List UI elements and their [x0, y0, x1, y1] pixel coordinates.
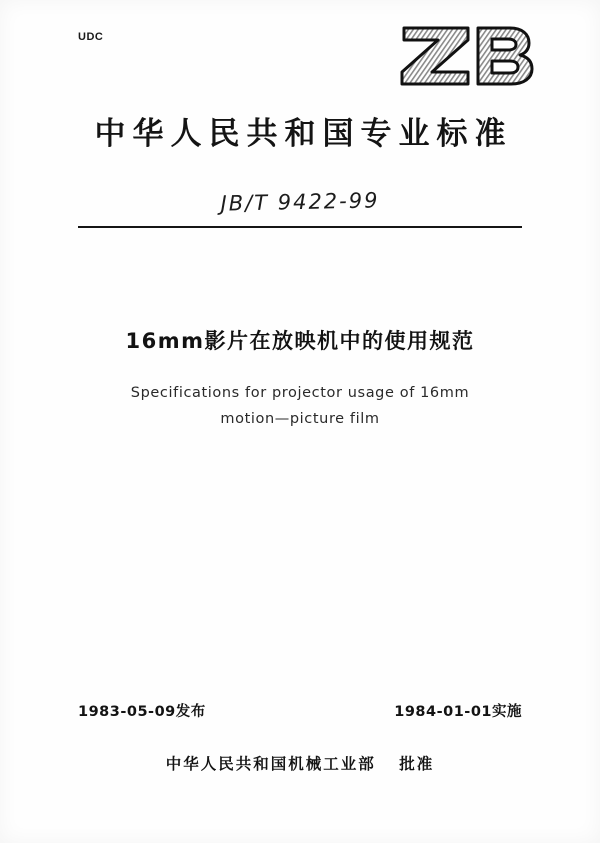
issuing-authority [0, 752, 600, 774]
page-title: 16mm影片在放映机中的使用规范 [125, 329, 475, 353]
effective-date: 1984-01-01实施 [394, 704, 522, 720]
english-title [0, 380, 600, 432]
zb-logo [398, 22, 538, 90]
date-row [78, 700, 522, 721]
udc-label: UDC [78, 31, 104, 43]
standard-number: JB/T 9422-99 [220, 188, 380, 216]
horizontal-rule [78, 226, 522, 228]
issuer-name: 中华人民共和国机械工业部 [165, 755, 376, 773]
issue-date: 1983-05-09发布 [78, 704, 206, 720]
english-title-line-1: Specifications for projector usage of 16mm [130, 385, 470, 401]
approval-word: 批准 [399, 755, 435, 773]
english-title-line-2: motion—picture film [220, 411, 380, 427]
national-standard-title: 中华人民共和国专业标准 [94, 116, 513, 152]
